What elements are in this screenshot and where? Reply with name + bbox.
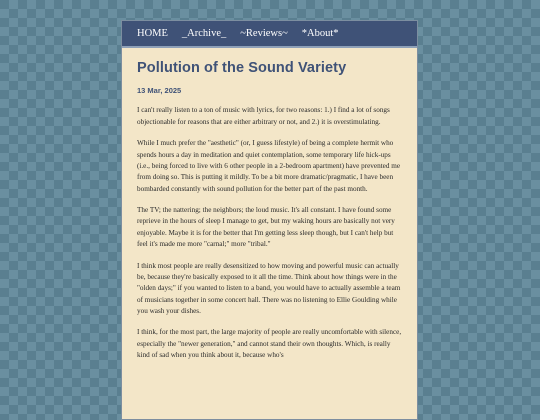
post-paragraph: I can't really listen to a ton of music with lyrics, for two reasons: 1.) I find a lot of songs objectionable for reasons that are either arbitrary or not, and 2.) it is overstimulating. (137, 106, 390, 126)
nav-archive-link[interactable]: _Archive_ (181, 28, 227, 39)
nav-reviews-link[interactable]: ~Reviews~ (240, 28, 288, 39)
page-container (121, 20, 418, 420)
top-nav (122, 21, 417, 48)
nav-home-link[interactable]: HOME (137, 28, 168, 39)
post-content (122, 48, 417, 362)
post-date: 13 Mar, 2025 (137, 86, 182, 96)
post-paragraph: While I much prefer the "aesthetic" (or, I guess lifestyle) of being a complete hermit who spends hours a day in meditation and quiet contemplation, some temporary life hick-ups (i.e., being forced to live with 6 other people in a 2-bedroom apartment) have prevented me from doing so. This is putting it mildly. To be a bit more dramatic/pragmatic, I have been bombarded constantly with sound pollution for the better part of the past month. (137, 139, 401, 193)
post-paragraph: I think, for the most part, the large majority of people are really uncomfortable with silence, especially the "newer generation," and cannot stand their own thoughts. Which, is really kind of sad when you think about it, because who's (137, 328, 402, 360)
post-paragraph: I think most people are really desensitized to how moving and powerful music can actually be, because they're basically exposed to it all the time. Think about how things were in the "olden days;" if you wanted to listen to a band, you would have to actually assemble a team of musicians together in some concert hall. There was no listening to Ellie Goulding while you wash your dishes. (137, 261, 401, 316)
post-title: Pollution of the Sound Variety (137, 60, 347, 76)
post-paragraph: The TV; the nattering; the neighbors; the loud music. It's all constant. I have found some reprieve in the hours of sleep I manage to get, but my waking hours are basically not very enjoyable. Maybe it is for the better that I'm getting less sleep though, but I can't help but feel it's made me more "carnal;" more "tribal." (137, 206, 395, 249)
nav-about-link[interactable]: *About* (301, 28, 339, 39)
